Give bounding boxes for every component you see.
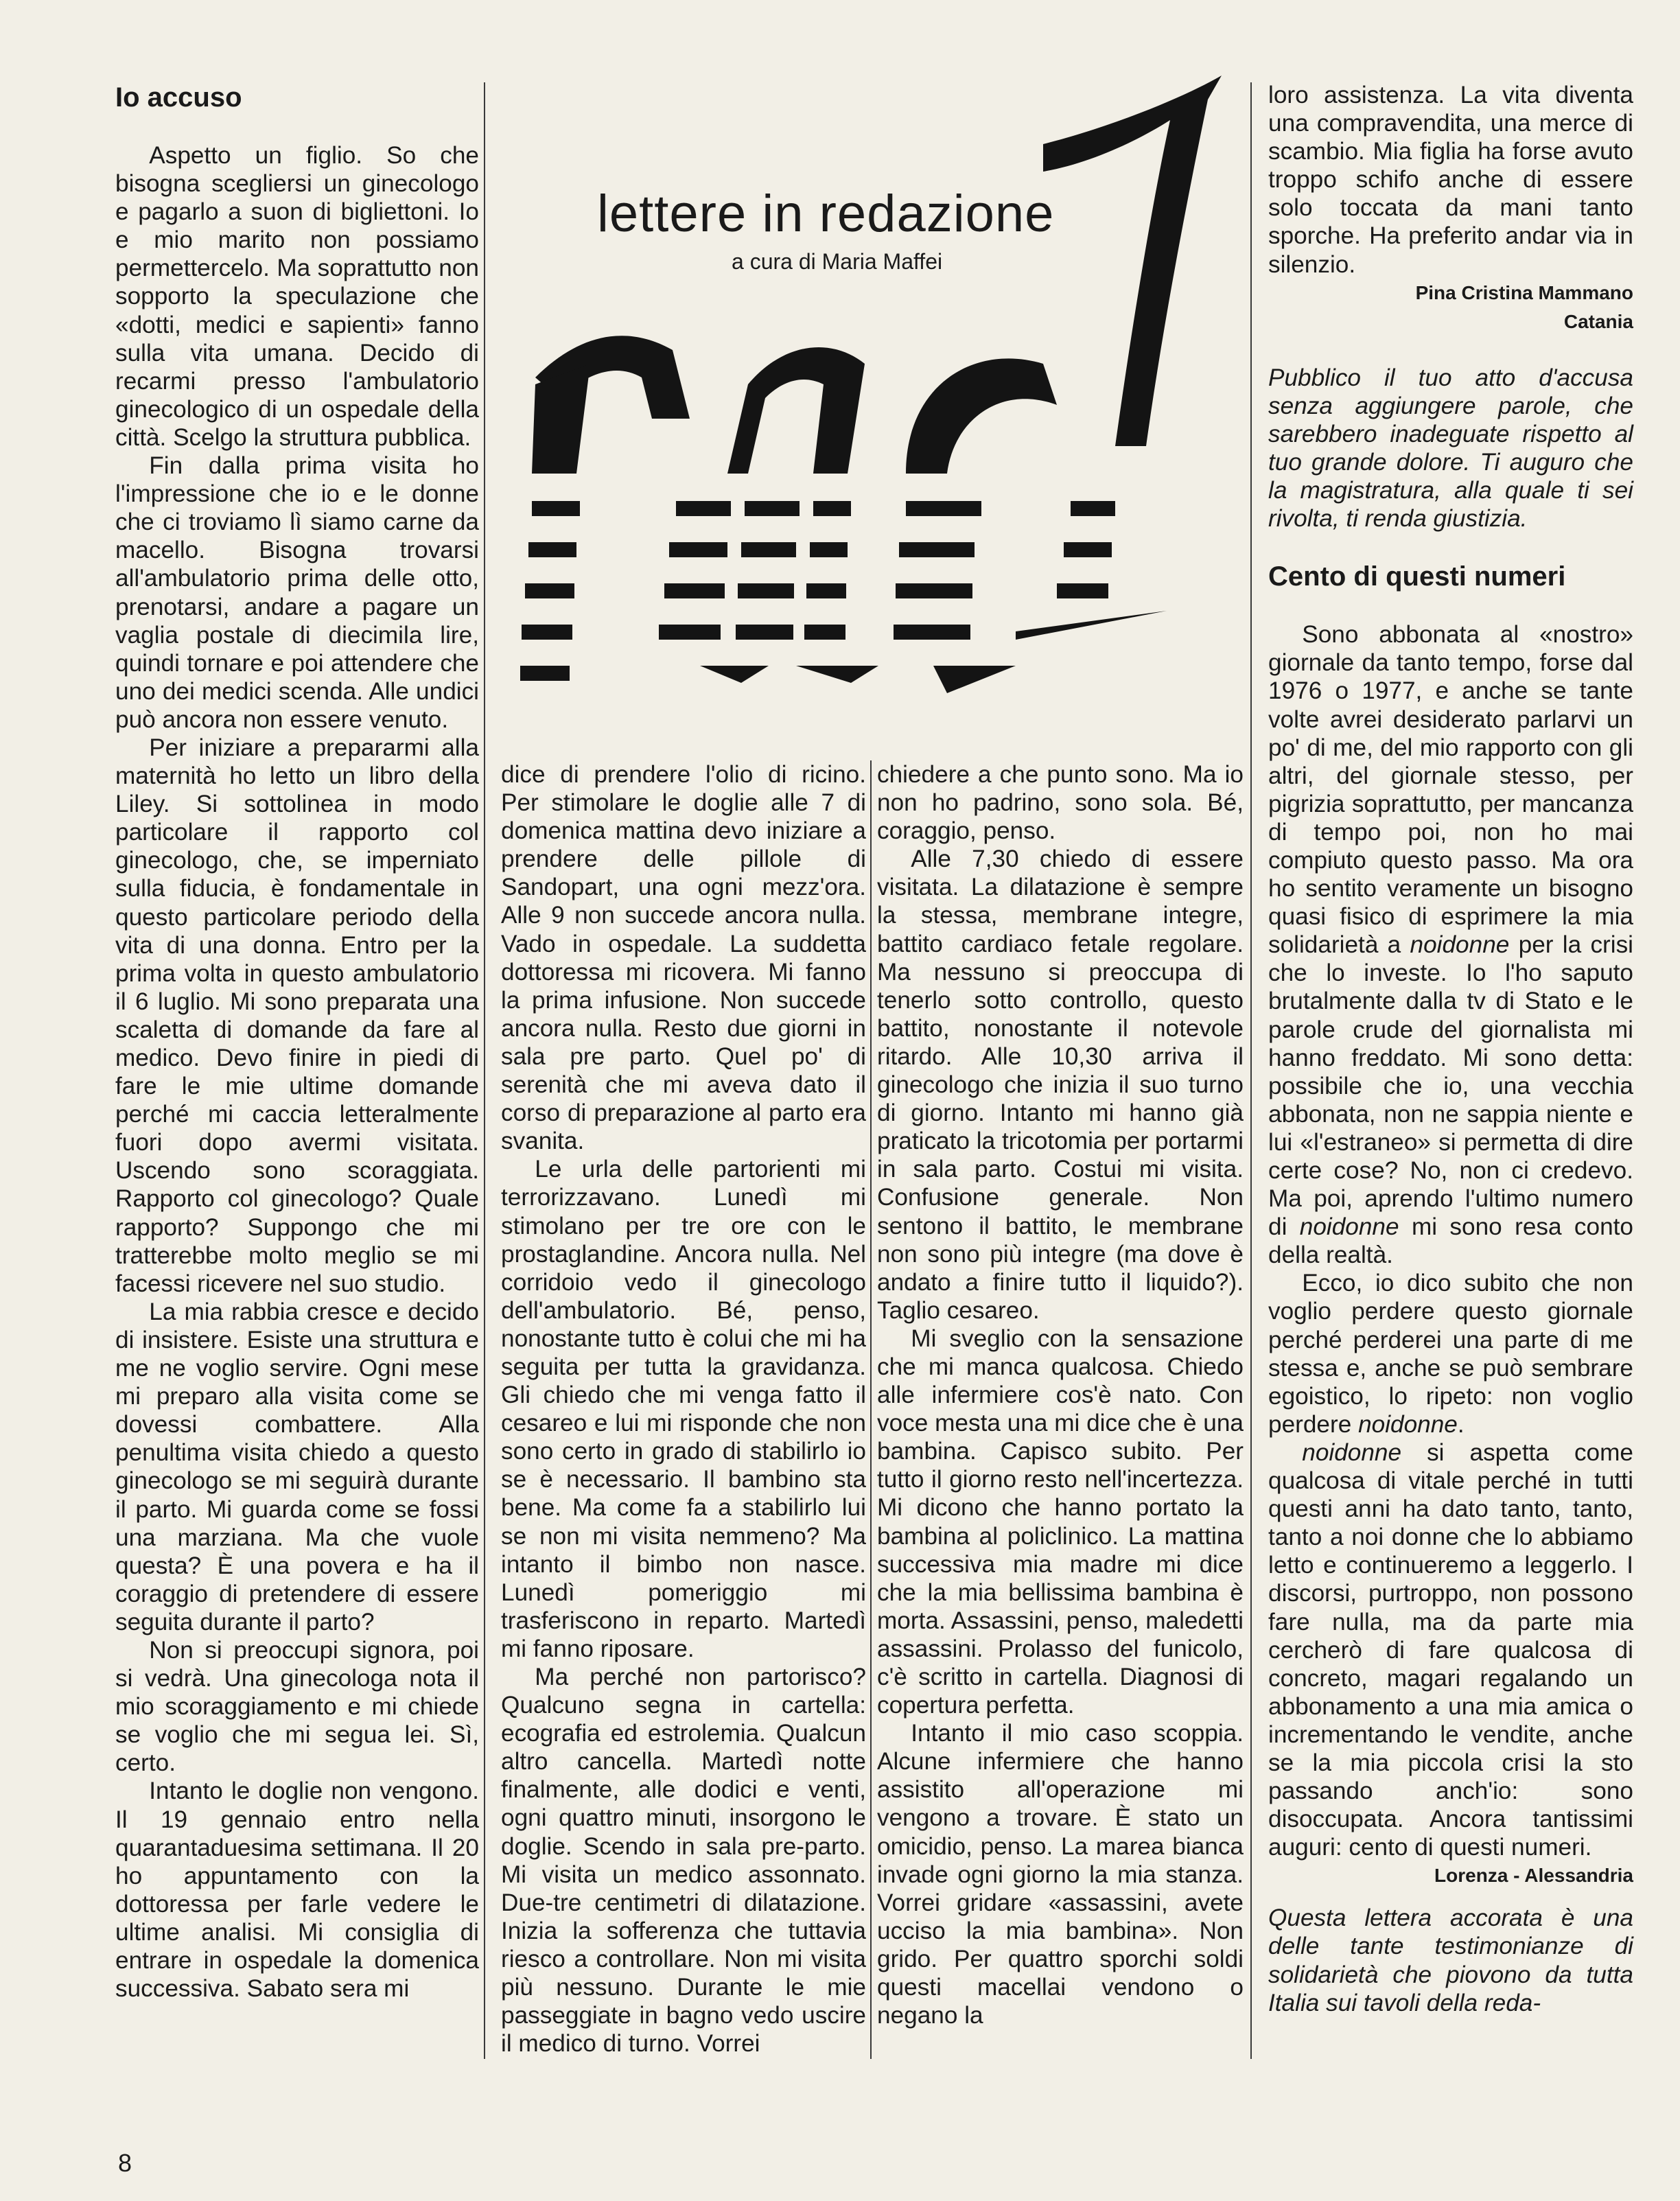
column-1 <box>115 81 479 2003</box>
editor-reply: Questa lettera accorata è una delle tante testimonianze di solidarietà che piovono da tutta Italia sui tavoli della reda- <box>1268 1905 1633 2016</box>
signature-city: Catania <box>1563 310 1633 332</box>
paragraph: Aspetto un figlio. So che bisogna scegliersi un ginecologo e pagarlo a suon di bigliettoni. Io e mio marito non possiamo permettercelo. Ma soprattutto non sopporto la speculazione che «dotti, medici e sapienti» fanno sulla vita umana. Decido di recarmi presso l'ambulatorio ginecologico di un ospedale della città. Scelgo la struttura pubblica. <box>115 142 479 451</box>
paragraph: Per iniziare a prepararmi alla maternità ho letto un libro della Liley. Si sottolinea in modo particolare il rapporto col ginecologo, che, se imperniato sulla fiducia, è fondamentale in questo particolare periodo della vita di una donna. Entro per la prima volta in questo ambulatorio il 6 luglio. Mi sono preparata una scaletta di domande da fare al medico. Devo finire in piedi di fare le mie ultime domande perché mi caccia letteralmente fuori dopo avermi visitata. Uscendo sono scoraggiata. Rapporto col ginecologo? Quale rapporto? Suppongo che mi tratterebbe molto meglio se mi facessi ricevere nel suo studio. <box>115 734 479 1297</box>
magazine-name: noidonne <box>1358 1410 1458 1438</box>
signature-name: Pina Cristina Mammano <box>1415 281 1633 303</box>
paragraph <box>1268 620 1633 1269</box>
text-run: . <box>1457 1410 1465 1438</box>
paragraph: chiedere a che punto sono. Ma io non ho padrino, sono sola. Bé, coraggio, penso. <box>877 761 1244 845</box>
text-run: Ecco, io dico subito che non voglio perdere questo giornale perché perderei una parte di me stessa e, anche se può sembrare egoistico, lo ripeto: non voglio perdere <box>1268 1270 1633 1438</box>
paragraph: Mi sveglio con la sensazione che mi manca qualcosa. Chiedo alle infermiere cos'è nato. Con voce mesta una mi dice che è una bambina. Capisco subito. Per tutto il giorno resto nell'incertezza. Mi dicono che hanno portato la bambina al policlinico. La mattina successiva mia madre mi dice che la mia bellissima bambina è morta. Assassini, penso, maledetti assassini. Prolasso del funicolo, c'è scritto in cartella. Diagnosi di copertura perfetta. <box>877 1325 1244 1719</box>
column-rule-2 <box>870 760 872 2059</box>
editor-reply: Pubblico il tuo atto d'accusa senza aggiungere parole, che sarebbero inadeguate rispetto al tuo grande dolore. Ti auguro che la magistratura, alla quale ti sei rivolta, ti renda giustizia. <box>1268 364 1633 533</box>
paragraph: La mia rabbia cresce e decido di insistere. Esiste una struttura e me ne voglio servire. Ogni mese mi preparo alla visita come se dovessi combattere. Alla penultima visita chiedo a questo ginecologo se mi seguirà durante il parto. Mi guarda come se fossi una marziana. Ma che vuole questa? È una povera e ha il coraggio di pretendere di essere seguita durante il parto? <box>115 1298 479 1635</box>
text-run: mi sono resa conto della realtà. <box>1268 1213 1633 1269</box>
magazine-name: noidonne <box>1302 1439 1402 1466</box>
section-title: lettere in redazione <box>597 185 1055 243</box>
page-number: 8 <box>118 2149 132 2177</box>
spacer <box>1268 533 1633 560</box>
column-2 <box>501 760 866 2058</box>
column-rule-1 <box>484 82 485 2059</box>
column-3 <box>877 760 1244 2029</box>
article-heading-io-accuso: Io accuso <box>115 82 242 113</box>
paragraph: loro assistenza. La vita diventa una compravendita, una merce di scambio. Mia figlia ha forse avuto troppo schifo anche di essere solo toccata da mani tanto sporche. Ha preferito andar via in silenzio. <box>1268 82 1633 278</box>
text-run: per la crisi che lo investe. Io l'ho saputo brutalmente dalla tv di Stato e le parole crude del giornalista mi hanno freddato. Mi sono detta: possibile che io, una vecchia abbonata, non ne sappia niente e lui «l'estraneo» si permetta di dire certe cose? No, non ci credevo. Ma poi, aprendo l'ultimo numero di <box>1268 931 1633 1241</box>
section-editor: a cura di Maria Maffei <box>732 249 943 274</box>
paragraph: Ma perché non partorisco? Qualcuno segna in cartella: ecografia ed estrolemia. Qualcun altro cancella. Martedì notte finalmente, alle dodici e venti, ogni quattro minuti, insorgono le doglie. Scendo in sala pre-parto. Mi visita un medico assonnato. Due-tre centimetri di dilatazione. Inizia la sofferenza che tuttavia riesco a controllare. Non mi visita più nessuno. Durante le mie passeggiate in bagno vedo uscire il medico di turno. Vorrei <box>501 1664 866 2058</box>
magazine-name: noidonne <box>1299 1213 1399 1241</box>
paragraph: Alle 7,30 chiedo di essere visitata. La dilatazione è sempre la stessa, membrane integre, battito cardiaco fetale regolare. Ma nessuno si preoccupa di tenerlo sotto controllo, questo battito, nonostante il notevole ritardo. Alle 10,30 arriva il ginecologo che inizia il suo turno di giorno. Intanto mi hanno già praticato la tricotomia per portarmi in sala parto. Costui mi visita. Confusione generale. Non sentono il battito, le membrane non sono più integre (ma dove è andato a finire tutto il liquido?). Taglio cesareo. <box>877 846 1244 1324</box>
spacer <box>1268 1890 1633 1904</box>
paragraph: dice di prendere l'olio di ricino. Per stimolare le doglie alle 7 di domenica mattina devo iniziare a prendere delle pillole di Sandopart, una ogni mezz'ora. Alle 9 non succede ancora nulla. Vado in ospedale. La suddetta dottoressa mi ricovera. Mi fanno la prima infusione. Non succede ancora nulla. Resto due giorni in sala pre parto. Quel po' di serenità che mi aveva dato il corso di preparazione al parto era svanita. <box>501 761 866 1155</box>
signature: Lorenza - Alessandria <box>1434 1865 1633 1887</box>
paragraph <box>1268 1439 1633 1861</box>
text-run: si aspetta come qualcosa di vitale perché in tutti questi anni ha dato tanto, tanto, tanto a noi donne che lo abbiamo letto e continueremo a leggerlo. I discorsi, purtroppo, non possono fare nulla, ma da parte mia cercherò di fare qualcosa di concreto, magari regalando un abbonamento a una mia amica o incrementando le vendite, anche se la mia piccola crisi la sto passando anch'io: sono disoccupata. Ancora tantissimi auguri: cento di questi numeri. <box>1268 1439 1633 1861</box>
column-rule-3 <box>1250 82 1252 2059</box>
nd-logo <box>494 62 1242 748</box>
magazine-name: noidonne <box>1410 931 1510 959</box>
paragraph: Intanto il mio caso scoppia. Alcune infermiere che hanno assistito all'operazione mi vengono a trovare. È stato un omicidio, penso. La marea bianca invade ogni giorno la mia stanza. Vorrei gridare «assassini, avete ucciso la mia bambina». Non grido. Per quattro sporchi soldi questi macellai vendono o negano la <box>877 1720 1244 2029</box>
article-heading-cento: Cento di questi numeri <box>1268 561 1566 592</box>
paragraph: Non si preoccupi signora, poi si vedrà. Una ginecologa nota il mio scoraggiamento e mi chiede se voglio che mi segua lei. Sì, certo. <box>115 1636 479 1777</box>
paragraph: Le urla delle partorienti mi terrorizzavano. Lunedì mi stimolano per tre ore con le prostaglandine. Ancora nulla. Nel corridoio vedo il ginecologo dell'ambulatorio. Bé, penso, nonostante tutto è colui che mi ha seguita per tutta la gravidanza. Gli chiedo che mi venga fatto il cesareo e lui mi risponde che non sono certo in grado di stabilirlo io se è necessario. Il bambino sta bene. Ma come fa a stabilirlo lui se non mi visita nemmeno? Ma intanto il bimbo non nasce. Lunedì pomeriggio mi trasferiscono in reparto. Martedì mi fanno riposare. <box>501 1156 866 1662</box>
spacer <box>1268 336 1633 364</box>
paragraph: Intanto le doglie non vengono. Il 19 gennaio entro nella quarantaduesima settimana. Il 20 ho appuntamento con la dottoressa per farle vedere le ultime analisi. Mi consiglia di entrare in ospedale la domenica successiva. Sabato sera mi <box>115 1778 479 2003</box>
paragraph: Fin dalla prima visita ho l'impressione che io e le donne che ci troviamo lì siamo carne da macello. Bisogna trovarsi all'ambulatorio prima delle otto, prenotarsi, andare a pagare un vaglia postale di diecimila lire, quindi tornare e poi attendere che uno dei medici scenda. Alle undici può ancora non essere venuto. <box>115 452 479 733</box>
text-run: Sono abbonata al «nostro» giornale da tanto tempo, forse dal 1976 o 1977, e anche se tante volte avrei desiderato parlarvi un po' di me, del mio rapporto con gli altri, del giornale stesso, per pigrizia soprattutto, per mancanza di tempo poi, non ho mai compiuto questo passo. Ma ora ho sentito veramente un bisogno quasi fisico di esprimere la mia solidarietà a <box>1268 621 1633 959</box>
paragraph <box>1268 1269 1633 1439</box>
column-4 <box>1268 81 1633 2017</box>
